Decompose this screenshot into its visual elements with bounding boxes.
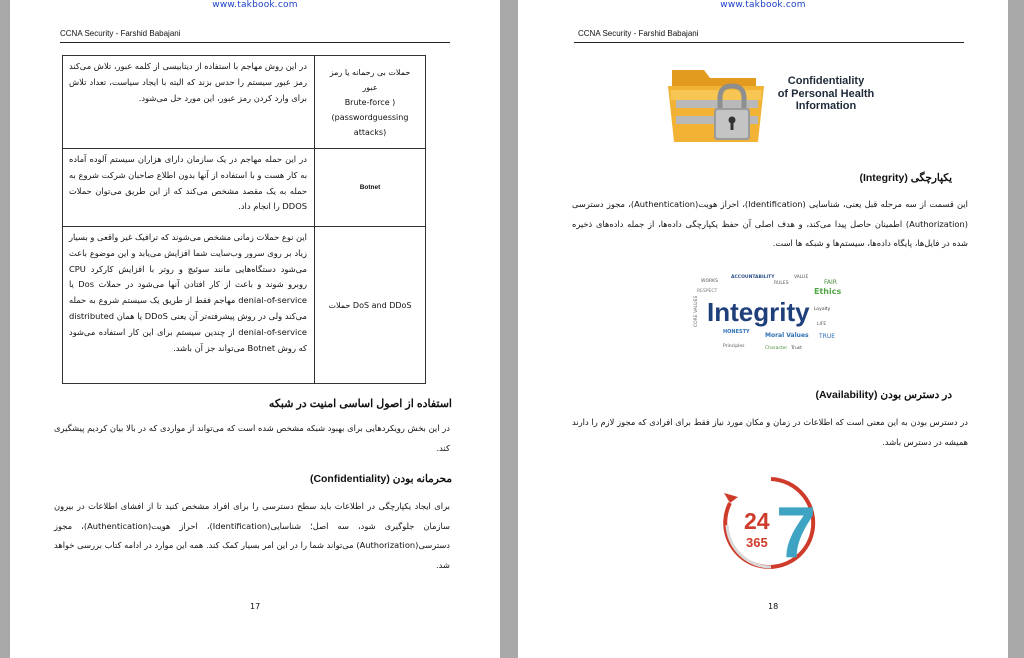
table-cell-description: در این روش مهاجم با استفاده از دیتابیسی از کلمه عبور، تلاش می‌کند رمز عبور سیستم را حدس بزند که البته با ایجاد سیاست، تعداد تلاش برای وارد کردن رمز عبور، این مورد حل می‌شود. [63,56,315,149]
table-row [63,227,426,384]
right-page [518,0,1008,658]
hours-label: 24 [744,508,770,534]
cloud-word: ACCOUNTABILITY [731,275,775,280]
section-paragraph: در این بخش رویکردهایی برای بهبود شبکه مشخص شده است که می‌تواند از مواردی که در بالا بیان کردیم پیشگیری کند. [54,423,450,453]
cloud-word: Principles [723,344,745,349]
cloud-word: RESPECT [697,289,718,294]
left-page [10,0,500,658]
integrity-paragraph: این قسمت از سه مرحله قبل یعنی، شناسایی (Identification)، احراز هویت(Authentication)، مجوز دسترسی (Authorization) اطمینان حاصل پیدا می‌کند، و هدف اصلی آن حفظ یکپارچگی داده‌ها، از جمله داده‌های ذخیره شده در فایل‌ها، پایگاه داده‌ها، سیستم‌ها و شبکه ها است. [572,199,968,248]
table-cell-description: این نوع حملات زمانی مشخص می‌شوند که ترافیک غیر واقعی و بسیار زیاد بر روی سرور وب‌سایت شما افزایش می‌یابد و این موضوع باعث می‌شود دستگاه‌هایی مانند سوئیچ و روتر با افزایش کارکرد CPU روبرو شوند و باعث از کار افتادن آنها می‌شود در حملات Dos یا denial-of-service مهاجم فقط از طریق یک سیستم شروع به حمله می‌کند ولی در روش پیشرفته‌تر آن یعنی DDoS یا همان distributed denial-of-service از چندین سیستم برای این کار استفاده می‌شود که روش Botnet می‌تواند جز آن باشد. [63,227,315,384]
integrity-word-cloud [679,265,852,371]
figure-title-line: Information [795,100,857,112]
section-heading: استفاده از اصول اساسی امنیت در شبکه [268,398,452,410]
confidentiality-paragraph: برای ایجاد یکپارچگی در اطلاعات باید سطح دسترسی را برای افراد مشخص کنید تا از افشای اطلاعات در بیرون سازمان جلوگیری شود، سه اصل؛ شناسایی(Identification)، احراز هویت(Authentication)، مجوز دسترسی(Authorization) می‌تواند شما را در این امر بسیار کمک کند. همه این موارد در ادامه کتاب بررسی خواهد شد. [54,501,450,570]
days-label: 365 [746,535,768,550]
cloud-word: Moral Values [765,332,809,339]
integrity-heading: یکپارچگی (Integrity) [859,172,952,184]
attack-line: Brute-force ) [344,97,396,107]
attack-line: عبور [362,82,378,92]
confidentiality-figure-title [766,75,886,113]
cloud-word: Loyalty [814,307,831,312]
folder-lock-image [664,56,774,156]
cloud-word: RULES [774,281,789,286]
week-label: 7 [776,493,817,573]
cloud-word: Ethics [814,287,842,296]
watermark[interactable]: www.takbook.com [212,0,298,10]
table-cell-attack [315,149,426,227]
running-head: CCNA Security - Farshid Babajani [60,29,181,38]
table-row [63,56,426,149]
attack-line: حملات DoS and DDoS [328,300,412,310]
table-cell-attack [315,56,426,149]
availability-247-image [716,473,826,573]
cloud-word: WORKS [701,279,718,284]
confidentiality-heading: محرمانه بودن (Confidentiality) [309,473,452,485]
table-row [63,149,426,227]
attack-line: Botnet [359,184,381,191]
attack-line: حملات بی رحمانه یا رمز [329,67,411,77]
cloud-word: HONESTY [723,329,750,335]
header-rule [60,42,450,43]
cloud-word: Character [765,346,788,351]
figure-title-line: Confidentiality [787,75,865,87]
attack-line: (passwordguessing [331,112,409,122]
cloud-word: Trust [791,346,802,351]
table-cell-attack [315,227,426,384]
header-rule [574,42,964,43]
cloud-word: FAIR [824,279,837,286]
cloud-word: VALUE [794,275,809,280]
attacks-table [62,55,426,384]
attack-line: attacks) [353,127,387,137]
page-number: 18 [768,602,779,611]
page-number: 17 [250,602,261,611]
table-cell-description: در این حمله مهاجم در یک سازمان دارای هزاران سیستم آلوده آماده به کار هست و با استفاده از آنها بدون اطلاع صاحبان شرکت شروع به حمله به یک مقصد مشخص می‌کند که از این طریق می‌توان حملات DDOS را انجام داد. [63,149,315,227]
cloud-word: CORE VALUES [694,295,699,327]
figure-title-line: of Personal Health [777,87,875,100]
watermark[interactable]: www.takbook.com [720,0,806,10]
availability-paragraph: در دسترس بودن به این معنی است که اطلاعات در زمان و مکان مورد نیاز فقط برای افرادی که مجوز لازم را دارند همیشه در دسترس باشد. [572,417,968,447]
availability-heading: در دسترس بودن (Availability) [815,389,952,401]
cloud-word: TRUE [819,333,836,340]
cloud-word: LIFE [817,322,827,327]
running-head: CCNA Security - Farshid Babajani [578,29,699,38]
cloud-main-word: Integrity [707,297,810,327]
